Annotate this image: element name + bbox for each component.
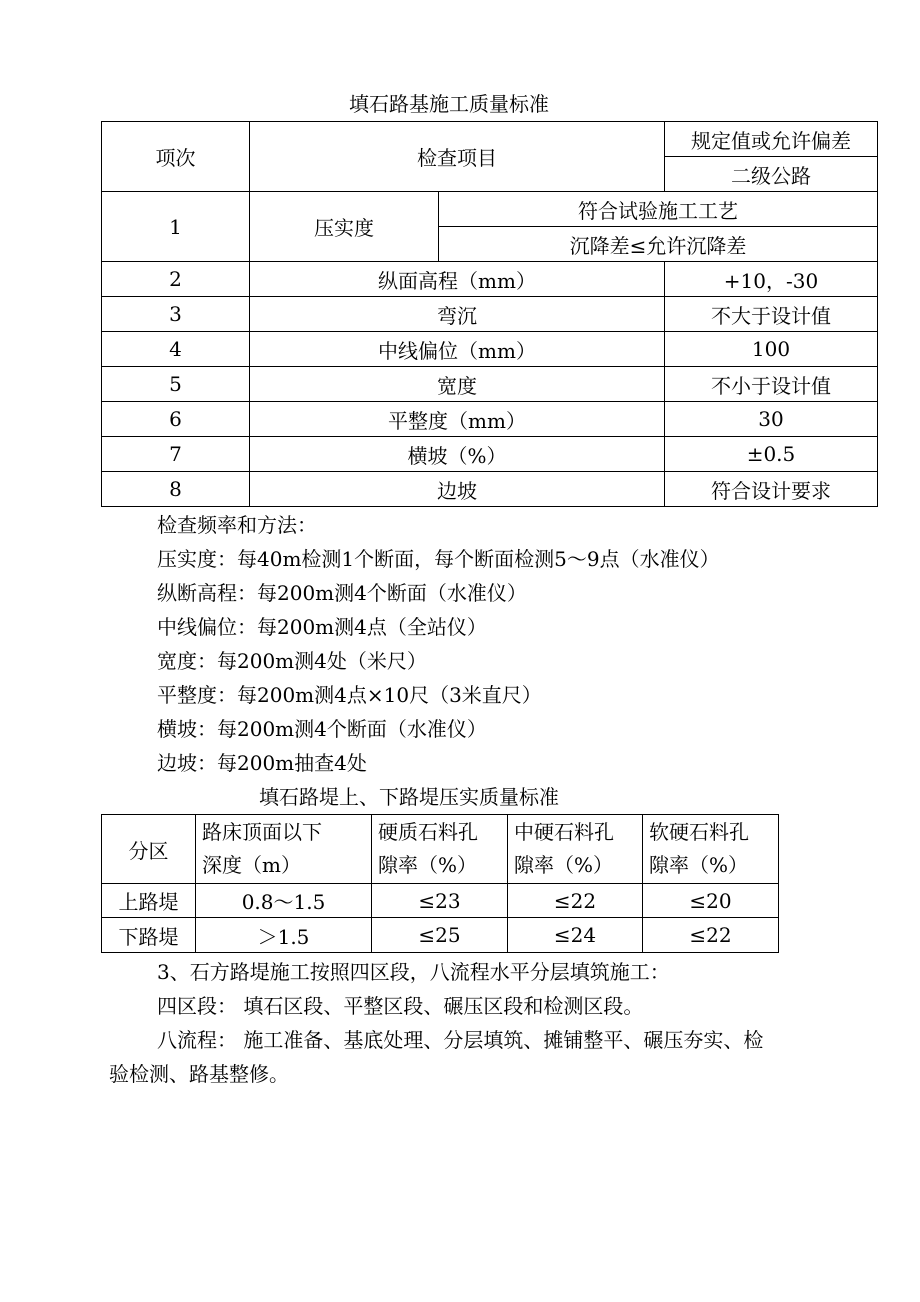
table-row	[102, 918, 779, 953]
method-line: 压实度：每40m检测1个断面，每个断面检测5～9点（水准仪）	[157, 547, 720, 571]
cell-item: 边坡	[250, 472, 665, 507]
header-road-grade: 二级公路	[665, 157, 878, 192]
cell-item: 平整度（mm）	[250, 402, 665, 437]
cell-soft: ≤22	[643, 918, 779, 953]
header-line: 硬质石料孔	[378, 820, 478, 844]
method-line: 纵断高程：每200m测4个断面（水准仪）	[157, 581, 527, 605]
paragraph-2: 四区段： 填石区段、平整区段、碾压区段和检测区段。	[157, 994, 644, 1018]
cell-value: ±0.5	[665, 437, 878, 472]
cell-no: 6	[102, 402, 250, 437]
cell-value: 不小于设计值	[665, 367, 878, 402]
header-soft-stone	[643, 815, 779, 884]
cell-hard: ≤23	[372, 884, 508, 918]
cell-item: 弯沉	[250, 297, 665, 332]
cell-medium: ≤24	[508, 918, 643, 953]
paragraph-3-line-2: 验检测、路基整修。	[109, 1062, 289, 1086]
cell-no: 1	[102, 192, 250, 262]
cell-no: 8	[102, 472, 250, 507]
paragraph-1: 3、石方路堤施工按照四区段，八流程水平分层填筑施工：	[157, 960, 670, 984]
cell-medium: ≤22	[508, 884, 643, 918]
cell-no: 7	[102, 437, 250, 472]
cell-value: 30	[665, 402, 878, 437]
cell-item: 宽度	[250, 367, 665, 402]
cell-value: 符合试验施工工艺	[439, 192, 878, 227]
table2-title: 填石路堤上、下路堤压实质量标准	[259, 785, 559, 809]
cell-depth: 0.8～1.5	[196, 884, 372, 918]
cell-zone: 下路堤	[102, 918, 196, 953]
cell-no: 4	[102, 332, 250, 367]
header-tolerance: 规定值或允许偏差	[665, 122, 878, 157]
cell-soft: ≤20	[643, 884, 779, 918]
header-line: 软硬石料孔	[649, 820, 749, 844]
header-line: 中硬石料孔	[514, 820, 614, 844]
table-row	[102, 472, 878, 507]
cell-value: 符合设计要求	[665, 472, 878, 507]
cell-value: 沉降差≤允许沉降差	[439, 227, 878, 262]
header-check-item: 检查项目	[250, 122, 665, 192]
cell-no: 5	[102, 367, 250, 402]
table-row	[102, 884, 779, 918]
cell-hard: ≤25	[372, 918, 508, 953]
quality-standard-table	[101, 121, 878, 507]
table-row	[102, 367, 878, 402]
table-row	[102, 297, 878, 332]
cell-zone: 上路堤	[102, 884, 196, 918]
table-row	[102, 262, 878, 297]
method-line: 平整度：每200m测4点×10尺（3米直尺）	[157, 683, 542, 707]
header-line: 隙率（%）	[649, 853, 749, 877]
cell-depth: ＞1.5	[196, 918, 372, 953]
table1-title: 填石路基施工质量标准	[349, 92, 549, 116]
header-line: 深度（m）	[202, 853, 301, 877]
table-row	[102, 332, 878, 367]
cell-item: 压实度	[250, 192, 439, 262]
table-row	[102, 192, 878, 227]
header-zone: 分区	[102, 815, 196, 884]
cell-item: 纵面高程（mm）	[250, 262, 665, 297]
method-line: 边坡：每200m抽查4处	[157, 751, 367, 775]
header-line: 路床顶面以下	[202, 820, 322, 844]
header-line: 隙率（%）	[514, 853, 614, 877]
method-line: 中线偏位：每200m测4点（全站仪）	[157, 615, 487, 639]
cell-value: 不大于设计值	[665, 297, 878, 332]
cell-value: +10，-30	[665, 262, 878, 297]
header-depth	[196, 815, 372, 884]
header-item-no: 项次	[102, 122, 250, 192]
method-line: 宽度：每200m测4处（米尺）	[157, 649, 427, 673]
table-header-row	[102, 815, 779, 884]
header-line: 隙率（%）	[378, 853, 478, 877]
table-row	[102, 402, 878, 437]
table-row	[102, 437, 878, 472]
cell-no: 2	[102, 262, 250, 297]
header-hard-stone	[372, 815, 508, 884]
cell-item: 中线偏位（mm）	[250, 332, 665, 367]
compaction-standard-table	[101, 814, 779, 953]
method-line: 横坡：每200m测4个断面（水准仪）	[157, 717, 487, 741]
paragraph-3-line-1: 八流程： 施工准备、基底处理、分层填筑、摊铺整平、碾压夯实、检	[157, 1028, 764, 1052]
cell-no: 3	[102, 297, 250, 332]
table-header-row	[102, 122, 878, 157]
methods-heading: 检查频率和方法：	[157, 513, 317, 537]
cell-item: 横坡（%）	[250, 437, 665, 472]
header-medium-stone	[508, 815, 643, 884]
cell-value: 100	[665, 332, 878, 367]
